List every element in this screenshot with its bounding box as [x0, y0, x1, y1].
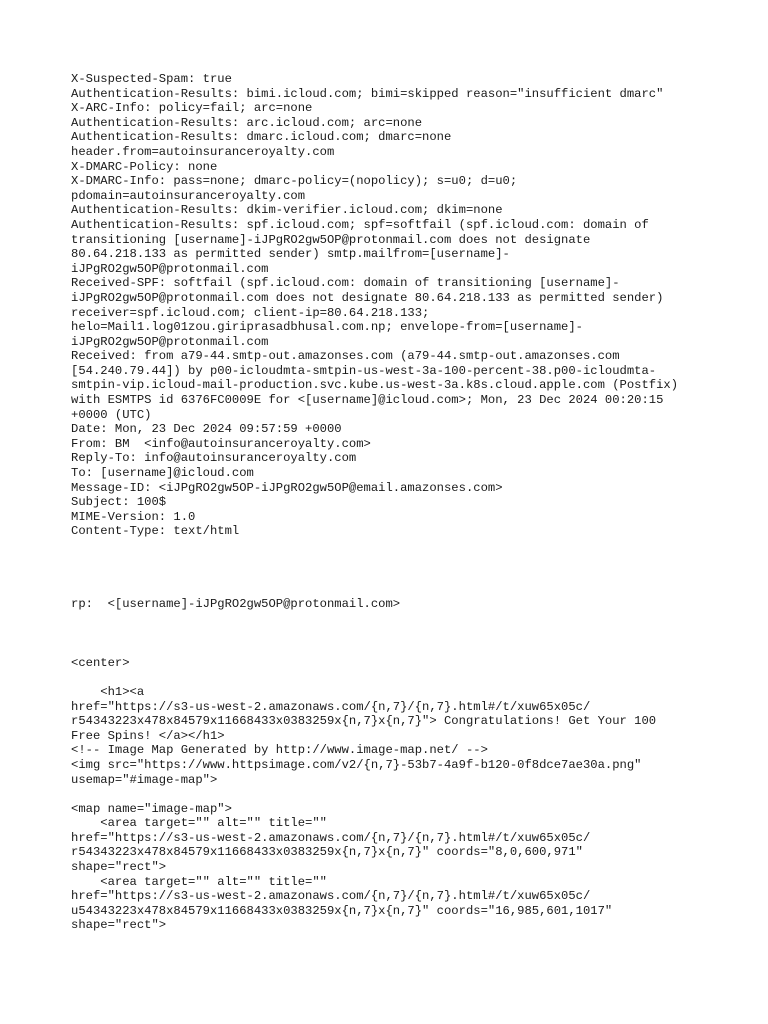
email-source-document	[71, 72, 751, 933]
header-line: smtpin-vip.icloud-mail-production.svc.kube.us-west-3a.k8s.cloud.apple.com (Postfix)	[71, 378, 679, 393]
blank-line	[71, 641, 751, 656]
html-line: <area target="" alt="" title=""	[71, 874, 327, 889]
header-line: [54.240.79.44]) by p00-icloudmta-smtpin-us-west-3a-100-percent-38.p00-icloudmta-	[71, 363, 657, 378]
header-line: Message-ID: <iJPgRO2gw5OP-iJPgRO2gw5OP@email.amazonses.com>	[71, 480, 503, 495]
blank-line	[71, 583, 751, 598]
html-line: r54343223x478x84579x11668433x0383259x{n,7}x{n,7}" coords="8,0,600,971"	[71, 845, 583, 860]
header-line: transitioning [username]-iJPgRO2gw5OP@protonmail.com does not designate	[71, 232, 591, 247]
html-image-map-block	[71, 802, 751, 933]
html-body-heading-block	[71, 685, 751, 787]
header-line: From: BM <info@autoinsuranceroyalty.com>	[71, 436, 371, 451]
center-open-tag: <center>	[71, 655, 130, 670]
header-line: receiver=spf.icloud.com; client-ip=80.64.218.133;	[71, 305, 430, 320]
return-path-line: rp: <[username]-iJPgRO2gw5OP@protonmail.com>	[71, 597, 401, 612]
header-line: Date: Mon, 23 Dec 2024 09:57:59 +0000	[71, 422, 342, 437]
header-line: iJPgRO2gw5OP@protonmail.com	[71, 261, 269, 276]
blank-line	[71, 787, 751, 802]
header-line: Received-SPF: softfail (spf.icloud.com: domain of transitioning [username]-	[71, 276, 620, 291]
blank-line	[71, 554, 751, 569]
header-line: Subject: 100$	[71, 495, 167, 510]
html-line: <!-- Image Map Generated by http://www.image-map.net/ -->	[71, 743, 488, 758]
header-line: To: [username]@icloud.com	[71, 466, 254, 481]
header-line: Authentication-Results: arc.icloud.com; arc=none	[71, 115, 423, 130]
blank-line	[71, 539, 751, 554]
header-line: helo=Mail1.log01zou.giriprasadbhusal.com.np; envelope-from=[username]-	[71, 320, 583, 335]
html-line: <map name="image-map">	[71, 801, 232, 816]
header-line: 80.64.218.133 as permitted sender) smtp.mailfrom=[username]-	[71, 247, 510, 262]
header-line: Received: from a79-44.smtp-out.amazonses.com (a79-44.smtp-out.amazonses.com	[71, 349, 620, 364]
header-line: MIME-Version: 1.0	[71, 509, 196, 524]
header-line: X-ARC-Info: policy=fail; arc=none	[71, 101, 313, 116]
html-line: <h1><a	[71, 684, 145, 699]
header-line: iJPgRO2gw5OP@protonmail.com	[71, 334, 269, 349]
blank-line	[71, 568, 751, 583]
header-line: X-DMARC-Info: pass=none; dmarc-policy=(nopolicy); s=u0; d=u0;	[71, 174, 518, 189]
html-line: Free Spins! </a></h1>	[71, 728, 225, 743]
html-line: r54343223x478x84579x11668433x0383259x{n,7}x{n,7}"> Congratulations! Get Your 100	[71, 714, 657, 729]
email-headers	[71, 72, 751, 539]
html-line: u54343223x478x84579x11668433x0383259x{n,7}x{n,7}" coords="16,985,601,1017"	[71, 903, 613, 918]
header-line: Authentication-Results: dkim-verifier.icloud.com; dkim=none	[71, 203, 503, 218]
html-line: usemap="#image-map">	[71, 772, 218, 787]
html-line: href="https://s3-us-west-2.amazonaws.com/{n,7}/{n,7}.html#/t/xuw65x05c/	[71, 830, 591, 845]
blank-line	[71, 612, 751, 627]
blank-line	[71, 627, 751, 642]
header-line: Content-Type: text/html	[71, 524, 240, 539]
header-line: with ESMTPS id 6376FC0009E for <[username]@icloud.com>; Mon, 23 Dec 2024 00:20:15	[71, 393, 664, 408]
blank-line	[71, 670, 751, 685]
header-line: X-Suspected-Spam: true	[71, 72, 232, 86]
html-line: <area target="" alt="" title=""	[71, 816, 327, 831]
header-line: X-DMARC-Policy: none	[71, 159, 218, 174]
header-line: iJPgRO2gw5OP@protonmail.com does not designate 80.64.218.133 as permitted sender)	[71, 290, 664, 305]
html-line: <img src="https://www.httpsimage.com/v2/{n,7}-53b7-4a9f-b120-0f8dce7ae30a.png"	[71, 757, 642, 772]
html-line: href="https://s3-us-west-2.amazonaws.com/{n,7}/{n,7}.html#/t/xuw65x05c/	[71, 889, 591, 904]
html-line: href="https://s3-us-west-2.amazonaws.com/{n,7}/{n,7}.html#/t/xuw65x05c/	[71, 699, 591, 714]
header-line: Reply-To: info@autoinsuranceroyalty.com	[71, 451, 357, 466]
header-line: Authentication-Results: bimi.icloud.com; bimi=skipped reason="insufficient dmarc"	[71, 86, 664, 101]
header-line: pdomain=autoinsuranceroyalty.com	[71, 188, 306, 203]
header-line: Authentication-Results: spf.icloud.com; spf=softfail (spf.icloud.com: domain of	[71, 217, 649, 232]
header-line: +0000 (UTC)	[71, 407, 152, 422]
header-line: Authentication-Results: dmarc.icloud.com; dmarc=none	[71, 130, 452, 145]
html-line: shape="rect">	[71, 860, 167, 875]
header-line: header.from=autoinsuranceroyalty.com	[71, 144, 335, 159]
html-line: shape="rect">	[71, 918, 167, 933]
